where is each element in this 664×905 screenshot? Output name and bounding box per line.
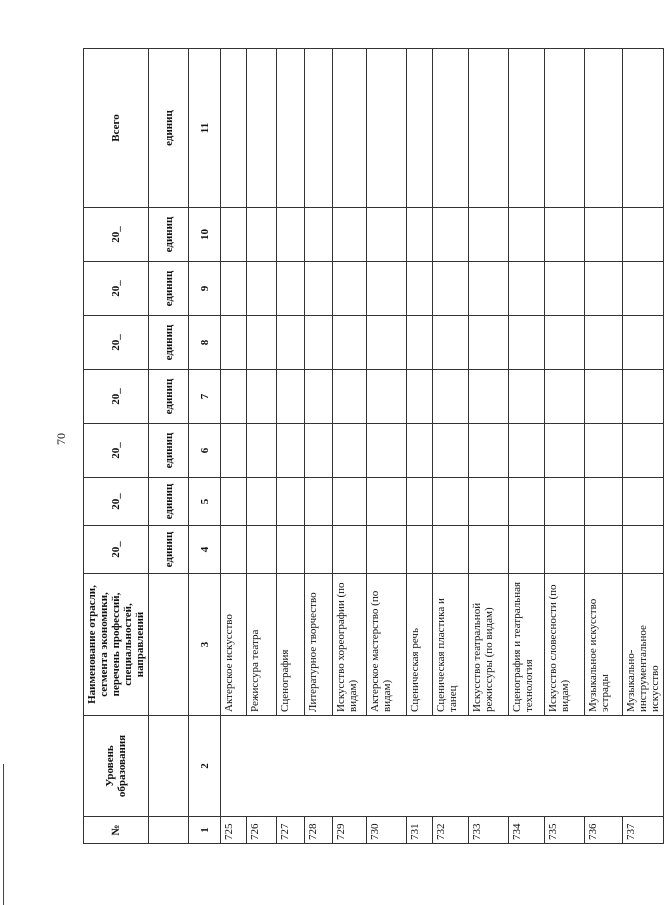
row-number: 729: [333, 817, 367, 844]
value-cell: [277, 526, 305, 574]
row-number: 733: [469, 817, 509, 844]
row-number: 730: [367, 817, 407, 844]
value-cell: [221, 262, 247, 316]
value-cell: [277, 262, 305, 316]
row-number: 735: [545, 817, 585, 844]
column-number: 2: [189, 716, 221, 817]
header-cell: Уровень образования: [84, 716, 149, 817]
unit-cell: единиц: [149, 526, 189, 574]
value-cell: [585, 526, 623, 574]
value-cell: [469, 424, 509, 478]
value-cell: [221, 370, 247, 424]
value-cell: [221, 316, 247, 370]
unit-cell: единиц: [149, 208, 189, 262]
header-cell: Наименование отрасли, сегмента экономики, перечень профессий, специальностей, направлений: [84, 574, 149, 716]
value-cell: [247, 208, 277, 262]
value-cell: [433, 49, 469, 208]
value-cell: [247, 370, 277, 424]
header-cell: 20_: [84, 262, 149, 316]
value-cell: [407, 424, 433, 478]
value-cell: [247, 526, 277, 574]
specialty-name: Музыкальное искусство эстрады: [585, 574, 623, 716]
value-cell: [545, 478, 585, 526]
margin-line: [3, 764, 4, 905]
value-cell: [585, 208, 623, 262]
value-cell: [247, 49, 277, 208]
specialty-name: Музыкально-инструментальное искусство: [623, 574, 664, 716]
column-number: 3: [189, 574, 221, 716]
value-cell: [585, 262, 623, 316]
value-cell: [367, 316, 407, 370]
value-cell: [509, 262, 545, 316]
value-cell: [305, 478, 333, 526]
value-cell: [305, 424, 333, 478]
value-cell: [277, 208, 305, 262]
value-cell: [247, 316, 277, 370]
value-cell: [469, 370, 509, 424]
value-cell: [277, 49, 305, 208]
table-row: [221, 49, 247, 844]
value-cell: [407, 316, 433, 370]
value-cell: [367, 526, 407, 574]
value-cell: [367, 49, 407, 208]
value-cell: [333, 478, 367, 526]
value-cell: [433, 262, 469, 316]
value-cell: [585, 370, 623, 424]
value-cell: [623, 316, 664, 370]
value-cell: [469, 262, 509, 316]
value-cell: [623, 478, 664, 526]
value-cell: [305, 208, 333, 262]
header-cell: 20_: [84, 424, 149, 478]
value-cell: [585, 424, 623, 478]
value-cell: [277, 316, 305, 370]
header-spacer: [149, 716, 189, 817]
value-cell: [469, 316, 509, 370]
value-cell: [333, 49, 367, 208]
value-cell: [545, 316, 585, 370]
unit-row: [149, 49, 189, 844]
value-cell: [247, 478, 277, 526]
row-number: 736: [585, 817, 623, 844]
value-cell: [433, 316, 469, 370]
column-number: 10: [189, 208, 221, 262]
value-cell: [277, 370, 305, 424]
unit-cell: единиц: [149, 478, 189, 526]
value-cell: [623, 424, 664, 478]
value-cell: [277, 424, 305, 478]
value-cell: [247, 262, 277, 316]
value-cell: [367, 208, 407, 262]
value-cell: [545, 424, 585, 478]
header-cell: 20_: [84, 208, 149, 262]
row-number: 727: [277, 817, 305, 844]
value-cell: [367, 370, 407, 424]
value-cell: [221, 526, 247, 574]
value-cell: [509, 316, 545, 370]
value-cell: [469, 49, 509, 208]
value-cell: [333, 370, 367, 424]
specialty-name: Режиссура театра: [247, 574, 277, 716]
value-cell: [545, 49, 585, 208]
value-cell: [407, 370, 433, 424]
value-cell: [469, 208, 509, 262]
value-cell: [509, 424, 545, 478]
rotated-table-container: [83, 49, 661, 844]
specialty-name: Искусство хореографии (по видам): [333, 574, 367, 716]
row-number: 725: [221, 817, 247, 844]
page-number: 70: [54, 433, 68, 445]
value-cell: [433, 370, 469, 424]
header-cell: 20_: [84, 478, 149, 526]
row-number: 732: [433, 817, 469, 844]
column-number: 1: [189, 817, 221, 844]
specialty-name: Сценография и театральная технология: [509, 574, 545, 716]
value-cell: [277, 478, 305, 526]
header-cell: №: [84, 817, 149, 844]
value-cell: [333, 424, 367, 478]
column-number: 7: [189, 370, 221, 424]
value-cell: [623, 370, 664, 424]
value-cell: [333, 208, 367, 262]
column-number: 4: [189, 526, 221, 574]
header-cell: 20_: [84, 370, 149, 424]
value-cell: [433, 424, 469, 478]
row-number: 726: [247, 817, 277, 844]
column-number: 6: [189, 424, 221, 478]
specialty-name: Актерское мастерство (по видам): [367, 574, 407, 716]
column-number: 11: [189, 49, 221, 208]
header-cell: 20_: [84, 526, 149, 574]
value-cell: [469, 526, 509, 574]
value-cell: [407, 208, 433, 262]
value-cell: [509, 478, 545, 526]
value-cell: [367, 262, 407, 316]
value-cell: [623, 262, 664, 316]
specialty-name: Искусство словесности (по видам): [545, 574, 585, 716]
value-cell: [367, 424, 407, 478]
value-cell: [247, 424, 277, 478]
value-cell: [367, 478, 407, 526]
value-cell: [333, 526, 367, 574]
value-cell: [623, 49, 664, 208]
value-cell: [221, 49, 247, 208]
value-cell: [545, 370, 585, 424]
value-cell: [509, 49, 545, 208]
column-number: 8: [189, 316, 221, 370]
value-cell: [221, 424, 247, 478]
unit-cell: единиц: [149, 262, 189, 316]
specialty-name: Литературное творчество: [305, 574, 333, 716]
value-cell: [433, 208, 469, 262]
specialty-name: Сценическая речь: [407, 574, 433, 716]
unit-cell: единиц: [149, 370, 189, 424]
row-number: 737: [623, 817, 664, 844]
value-cell: [305, 316, 333, 370]
value-cell: [407, 262, 433, 316]
unit-cell: единиц: [149, 49, 189, 208]
value-cell: [545, 526, 585, 574]
specialty-name: Актерское искусство: [221, 574, 247, 716]
row-number: 734: [509, 817, 545, 844]
value-cell: [433, 478, 469, 526]
table-body: [221, 49, 664, 844]
header-row: [84, 49, 149, 844]
value-cell: [623, 526, 664, 574]
row-number: 731: [407, 817, 433, 844]
value-cell: [407, 49, 433, 208]
specialty-name: Искусство театральной режиссуры (по видам): [469, 574, 509, 716]
unit-cell: единиц: [149, 424, 189, 478]
value-cell: [221, 478, 247, 526]
value-cell: [407, 526, 433, 574]
education-level-cell: [221, 716, 664, 817]
value-cell: [509, 208, 545, 262]
specialty-name: Сценическая пластика и танец: [433, 574, 469, 716]
value-cell: [333, 262, 367, 316]
value-cell: [545, 262, 585, 316]
value-cell: [509, 526, 545, 574]
value-cell: [585, 316, 623, 370]
value-cell: [305, 262, 333, 316]
column-number: 9: [189, 262, 221, 316]
value-cell: [305, 526, 333, 574]
value-cell: [585, 478, 623, 526]
value-cell: [433, 526, 469, 574]
value-cell: [305, 49, 333, 208]
column-number: 5: [189, 478, 221, 526]
unit-cell: единиц: [149, 316, 189, 370]
header-spacer: [149, 817, 189, 844]
row-number: 728: [305, 817, 333, 844]
column-number-row: [189, 49, 221, 844]
header-cell: 20_: [84, 316, 149, 370]
specialty-name: Сценография: [277, 574, 305, 716]
value-cell: [221, 208, 247, 262]
header-cell: Всего: [84, 49, 149, 208]
value-cell: [469, 478, 509, 526]
data-table: [83, 48, 664, 844]
value-cell: [623, 208, 664, 262]
header-spacer: [149, 574, 189, 716]
value-cell: [333, 316, 367, 370]
value-cell: [585, 49, 623, 208]
value-cell: [407, 478, 433, 526]
value-cell: [305, 370, 333, 424]
value-cell: [545, 208, 585, 262]
value-cell: [509, 370, 545, 424]
